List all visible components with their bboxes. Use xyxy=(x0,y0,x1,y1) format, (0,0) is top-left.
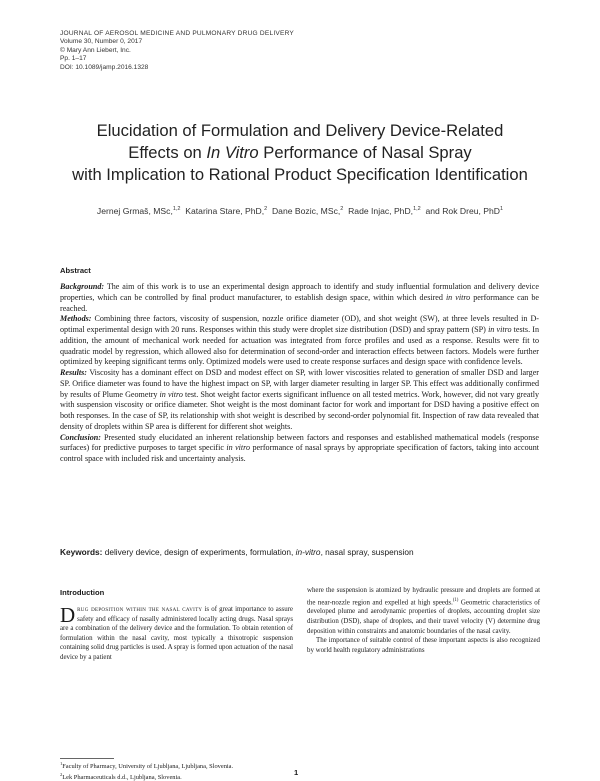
footnote: $^1$Faculty of Pharmacy, University of Ljubljana, Ljubljana, Slovenia. xyxy=(60,761,234,771)
author-affiliation: 1 xyxy=(500,206,504,213)
keywords: Keywords: delivery device, design of experiments, formulation, in-vitro, nasal spray, suspension xyxy=(60,547,414,557)
author: and Rok Dreu, PhD$^1$ xyxy=(425,206,504,216)
author: Jernej Grmaš, MSc,$^{1,2}$ xyxy=(96,206,181,216)
author-affiliation: 1,2 xyxy=(413,206,421,213)
footnote: $^2$Lek Pharmaceuticals d.d., Ljubljana, Slovenia. xyxy=(60,771,182,781)
drop-cap: D xyxy=(60,603,76,627)
journal-volume: Volume 30, Number 0, 2017 xyxy=(60,38,143,46)
footnotes xyxy=(60,760,233,781)
footnote-divider xyxy=(60,758,114,759)
intro-paragraph-2: where the suspension is atomized by hydraulic pressure and droplets are formed at the near-nozzle region and expelled at high speeds.$^{(1)}$ Geometric characteristics of developed plume and aerodynamic properties of droplets, accounting droplet size distribution (DSD), shape of droplets, and their travel velocity (V) determine drug deposition within constraints and anatomic boundaries of the nasal cavity. xyxy=(307,587,540,635)
intro-paragraph-1: Drug deposition within the nasal cavity is of great importance to assure safety and efficacy of nasally administered locally acting drugs. Nasal sprays are a combination of the delivery device and the formulation. To obtain retention of formulation within the nasal cavity, most typically a thixotropic suspension containing solid drug particles is used. A spray is formed upon actuation of the nasal device by a patient xyxy=(60,603,293,661)
journal-doi: DOI: 10.1089/jamp.2016.1328 xyxy=(60,63,149,71)
intro-paragraph-3: The importance of suitable control of these important aspects is also recognized by world health regulatory administrations xyxy=(307,637,540,654)
keywords-label: Keywords: xyxy=(60,547,103,557)
journal-pages: Pp. 1–17 xyxy=(60,55,87,63)
abstract-body xyxy=(60,282,539,465)
intro-right-column xyxy=(307,586,540,655)
title-line-2: Effects on In Vitro Performance of Nasal Spray xyxy=(128,143,472,162)
abstract-background: Background: The aim of this work is to use an experimental design approach to identify and study influential formulation and delivery device properties, which can be controlled by final product manufacturer, to establish design space, within which desired in vitro performance can be reached. xyxy=(60,282,539,313)
abstract-heading: Abstract xyxy=(60,266,91,275)
introduction-heading: Introduction xyxy=(60,588,105,597)
abstract-methods: Methods: Combining three factors, viscosity of suspension, nozzle orifice diameter (OD), and shot weight (SW), at three levels resulted in D-optimal experimental design with 20 runs. Responses within this study were droplet size distribution (DSD) and spray pattern (SP) in vitro tests. In addition, the amount of mechanical work needed for actuation was integrated from force profiles and used as a response. Results were fit to quadratic model by regression, which allowed also for determination of second-order and interaction effects between factors. Models were further optimized by keeping significant terms only. Optimized models were used to create response surfaces and design space with confidence levels. xyxy=(60,314,540,367)
article-title xyxy=(40,120,560,186)
journal-header xyxy=(60,30,294,72)
citation-ref: (1) xyxy=(452,597,459,603)
title-in-vitro: In Vitro xyxy=(206,143,259,162)
author-affiliation: 2 xyxy=(340,206,344,213)
author-list xyxy=(40,206,560,216)
author-affiliation: 2 xyxy=(264,206,268,213)
journal-copyright: © Mary Ann Liebert, Inc. xyxy=(60,46,131,54)
author: Dane Bozic, MSc,$^2$ xyxy=(271,206,344,216)
abstract-results: Results: Viscosity has a dominant effect on DSD and modest effect on SP, with lower viscosities related to generation of smaller DSD and larger SP. Orifice diameter was found to have the highest impact on SP, with larger diameter resulting in larger SP. This effect was additionally confirmed by results of Plume Geometry in vitro test. Shot weight factor exerts significant influence on all tested metrics. Work, however, did not vary greatly with suspension viscosity or orifice diameter. Shot weight is the most dominant factor for work and important for DSD having a positive effect on both responses. In the case of SP, its relationship with shot weight is described by second-order polynomial fit. Inspection of raw data revealed that density of droplets within SP area is different for different shot weights. xyxy=(60,368,539,431)
author-affiliation: 1,2 xyxy=(172,206,181,213)
author: Katarina Stare, PhD,$^2$ xyxy=(185,206,268,216)
journal-name: JOURNAL OF AEROSOL MEDICINE AND PULMONARY DRUG DELIVERY xyxy=(60,30,295,37)
intro-left-column xyxy=(60,605,293,663)
author: Rade Injac, PhD,$^{1,2}$ xyxy=(348,206,421,216)
title-line-3: with Implication to Rational Product Specification Identification xyxy=(72,165,528,184)
page-number: 1 xyxy=(294,768,299,777)
title-line-1: Elucidation of Formulation and Delivery Device-Related xyxy=(96,121,504,140)
abstract-conclusion: Conclusion: Presented study elucidated an inherent relationship between factors and responses and established mathematical models (response surfaces) for predictive purposes to target specific in vitro performance of nasal sprays by appropriate specification of factors, taking into account control space with included risk and uncertainty analysis. xyxy=(60,432,540,463)
